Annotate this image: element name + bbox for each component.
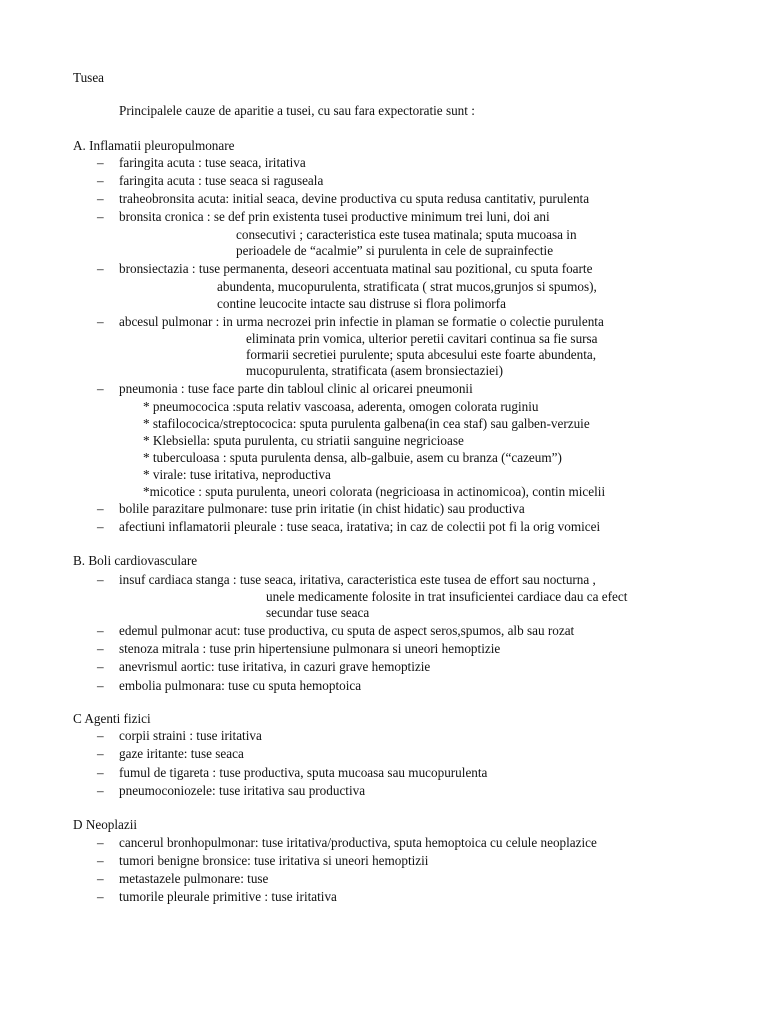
list-bullet: –	[97, 783, 104, 798]
list-item: edemul pulmonar acut: tuse productiva, cu sputa de aspect seros,spumos, alb sau rozat	[119, 623, 575, 638]
list-item: faringita acuta : tuse seaca, iritativa	[119, 155, 306, 170]
list-bullet: –	[97, 381, 104, 396]
list-item: tumorile pleurale primitive : tuse iritativa	[119, 889, 337, 904]
list-item: anevrismul aortic: tuse iritativa, in cazuri grave hemoptizie	[119, 659, 431, 674]
list-item: cancerul bronhopulmonar: tuse iritativa/productiva, sputa hemoptoica cu celule neoplazice	[119, 835, 597, 850]
list-bullet: –	[97, 314, 104, 329]
list-item: traheobronsita acuta: initial seaca, devine productiva cu sputa redusa cantitativ, purulenta	[119, 191, 590, 206]
list-item-continuation: unele medicamente folosite in trat insuficientei cardiace dau ca efect	[266, 589, 628, 604]
list-bullet: –	[97, 155, 104, 170]
list-bullet: –	[97, 623, 104, 638]
document-title: Tusea	[73, 70, 105, 85]
list-item: corpii straini : tuse iritativa	[119, 728, 262, 743]
list-item: pneumoconiozele: tuse iritativa sau productiva	[119, 783, 366, 798]
list-item-continuation: abundenta, mucopurulenta, stratificata ( strat mucos,grunjos si spumos),	[217, 279, 597, 294]
list-item: bolile parazitare pulmonare: tuse prin iritatie (in chist hidatic) sau productiva	[119, 501, 525, 516]
list-item: abcesul pulmonar : in urma necrozei prin infectie in plaman se formatie o colectie purulenta	[119, 314, 604, 329]
list-bullet: –	[97, 835, 104, 850]
sub-list-item: * stafilococica/streptococica: sputa purulenta galbena(in cea staf) sau galben-verzuie	[143, 416, 590, 431]
intro-text: Principalele cauze de aparitie a tusei, cu sau fara expectoratie sunt :	[119, 103, 475, 118]
list-item: pneumonia : tuse face parte din tabloul clinic al oricarei pneumonii	[119, 381, 473, 396]
sub-list-item: * Klebsiella: sputa purulenta, cu striatii sanguine negricioase	[143, 433, 464, 448]
list-item-continuation: contine leucocite intacte sau distruse si flora polimorfa	[217, 296, 506, 311]
list-bullet: –	[97, 728, 104, 743]
list-item: bronsita cronica : se def prin existenta tusei productive minimum trei luni, doi ani	[119, 209, 550, 224]
list-item: metastazele pulmonare: tuse	[119, 871, 269, 886]
list-bullet: –	[97, 501, 104, 516]
section-b-heading: B. Boli cardiovasculare	[73, 553, 198, 568]
list-bullet: –	[97, 659, 104, 674]
sub-list-item: * tuberculoasa : sputa purulenta densa, alb-galbuie, asem cu branza (“cazeum”)	[143, 450, 562, 465]
list-item: faringita acuta : tuse seaca si raguseala	[119, 173, 324, 188]
sub-list-item: * virale: tuse iritativa, neproductiva	[143, 467, 331, 482]
section-c-heading: C Agenti fizici	[73, 711, 151, 726]
list-bullet: –	[97, 191, 104, 206]
list-item-continuation: consecutivi ; caracteristica este tusea matinala; sputa mucoasa in	[236, 227, 577, 242]
sub-list-item: *micotice : sputa purulenta, uneori colorata (negricioasa in actinomicoa), contin micelii	[143, 484, 606, 499]
section-d-heading: D Neoplazii	[73, 817, 138, 832]
list-bullet: –	[97, 678, 104, 693]
list-item: embolia pulmonara: tuse cu sputa hemoptoica	[119, 678, 362, 693]
list-item: stenoza mitrala : tuse prin hipertensiune pulmonara si uneori hemoptizie	[119, 641, 501, 656]
list-bullet: –	[97, 853, 104, 868]
list-item: insuf cardiaca stanga : tuse seaca, iritativa, caracteristica este tusea de effort sau nocturna ,	[119, 572, 596, 587]
list-bullet: –	[97, 173, 104, 188]
list-bullet: –	[97, 641, 104, 656]
section-a-heading: A. Inflamatii pleuropulmonare	[73, 138, 235, 153]
list-bullet: –	[97, 746, 104, 761]
list-item: gaze iritante: tuse seaca	[119, 746, 244, 761]
list-bullet: –	[97, 572, 104, 587]
list-bullet: –	[97, 209, 104, 224]
list-item: afectiuni inflamatorii pleurale : tuse seaca, iratativa; in caz de colectii pot fi la orig vomicei	[119, 519, 601, 534]
list-bullet: –	[97, 765, 104, 780]
list-item: fumul de tigareta : tuse productiva, sputa mucoasa sau mucopurulenta	[119, 765, 488, 780]
list-bullet: –	[97, 261, 104, 276]
list-item-continuation: formarii secretiei purulente; sputa abcesului este foarte abundenta,	[246, 347, 597, 362]
list-item: bronsiectazia : tuse permanenta, deseori accentuata matinal sau pozitional, cu sputa foarte	[119, 261, 593, 276]
list-item-continuation: secundar tuse seaca	[266, 605, 370, 620]
list-item: tumori benigne bronsice: tuse iritativa si uneori hemoptizii	[119, 853, 429, 868]
list-bullet: –	[97, 889, 104, 904]
list-bullet: –	[97, 519, 104, 534]
list-bullet: –	[97, 871, 104, 886]
list-item-continuation: perioadele de “acalmie” si purulenta in cele de suprainfectie	[236, 243, 554, 258]
sub-list-item: * pneumococica :sputa relativ vascoasa, aderenta, omogen colorata ruginiu	[143, 399, 539, 414]
list-item-continuation: eliminata prin vomica, ulterior peretii cavitari continua sa fie sursa	[246, 331, 598, 346]
list-item-continuation: mucopurulenta, stratificata (asem bronsiectaziei)	[246, 363, 504, 378]
